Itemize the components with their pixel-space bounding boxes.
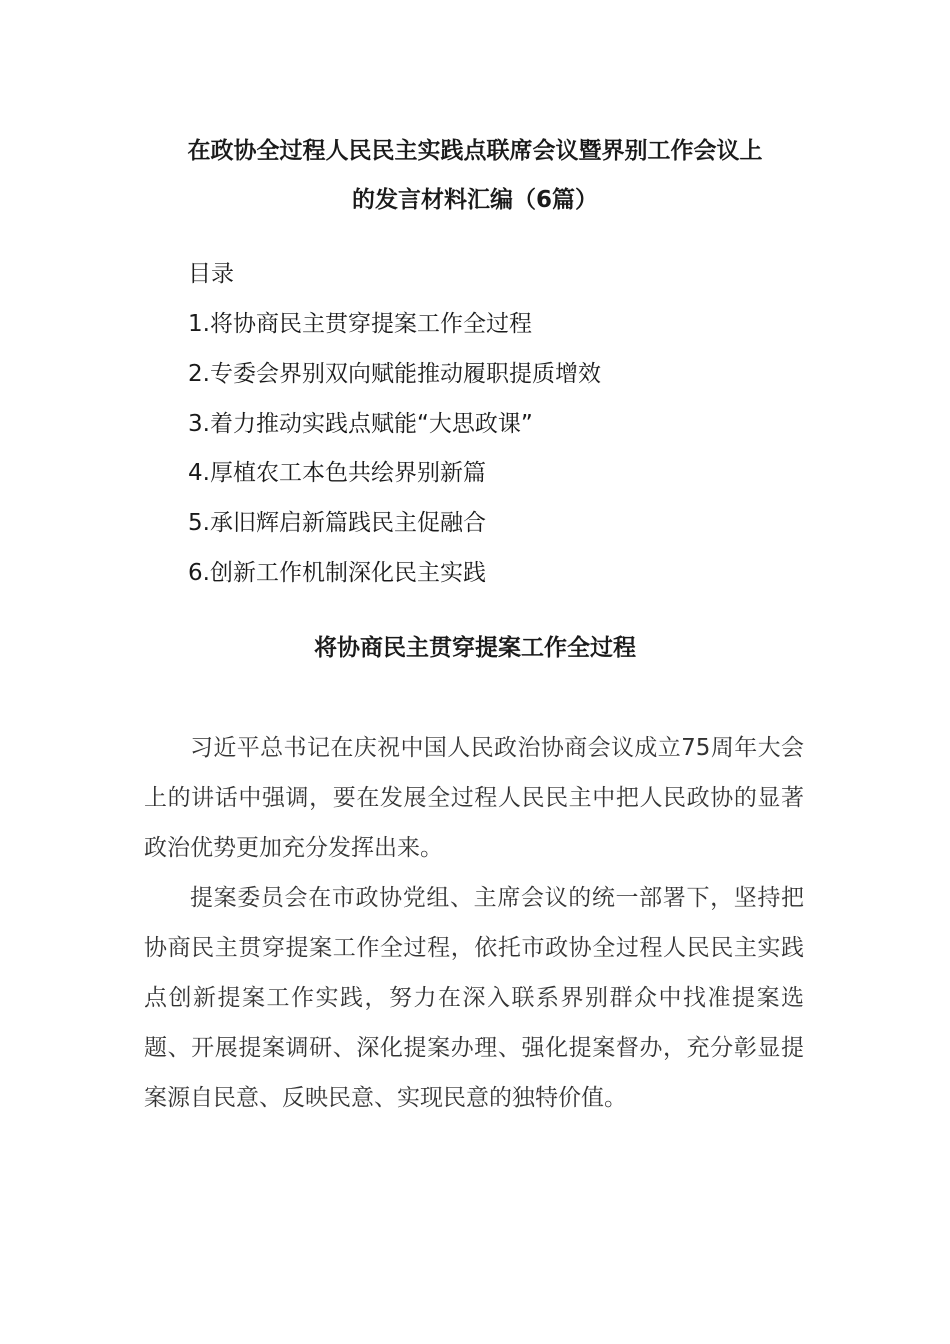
toc-heading: 目录	[188, 261, 234, 287]
toc-item-4: 4.厚植农工本色共绘界别新篇	[188, 460, 486, 487]
body-paragraph-2: 提案委员会在市政协党组、主席会议的统一部署下，坚持把协商民主贯穿提案工作全过程，依托市政协全过程人民民主实践点创新提案工作实践，努力在深入联系界别群众中找准提案选题、开展提案调研、深化提案办理、强化提案督办，充分彰显提案源自民意、反映民意、实现民意的独特价值。	[144, 885, 804, 1111]
toc-item-5: 5.承旧辉启新篇践民主促融合	[188, 510, 486, 537]
toc-item-2: 2.专委会界别双向赋能推动履职提质增效	[188, 360, 601, 387]
body-paragraph-1: 习近平总书记在庆祝中国人民政治协商会议成立75周年大会上的讲话中强调，要在发展全过程人民民主中把人民政协的显著政治优势更加充分发挥出来。	[144, 735, 804, 861]
toc-item-3: 3.着力推动实践点赋能“大思政课”	[188, 410, 533, 437]
toc-item-1: 1.将协商民主贯穿提案工作全过程	[188, 311, 532, 337]
document-title-line-2: 的发言材料汇编（6篇）	[351, 187, 598, 213]
document-title-line-1: 在政协全过程人民民主实践点联席会议暨界别工作会议上	[187, 138, 763, 164]
section-heading: 将协商民主贯穿提案工作全过程	[314, 635, 636, 661]
toc-list	[188, 309, 601, 608]
toc-item-6: 6.创新工作机制深化民主实践	[188, 559, 486, 586]
